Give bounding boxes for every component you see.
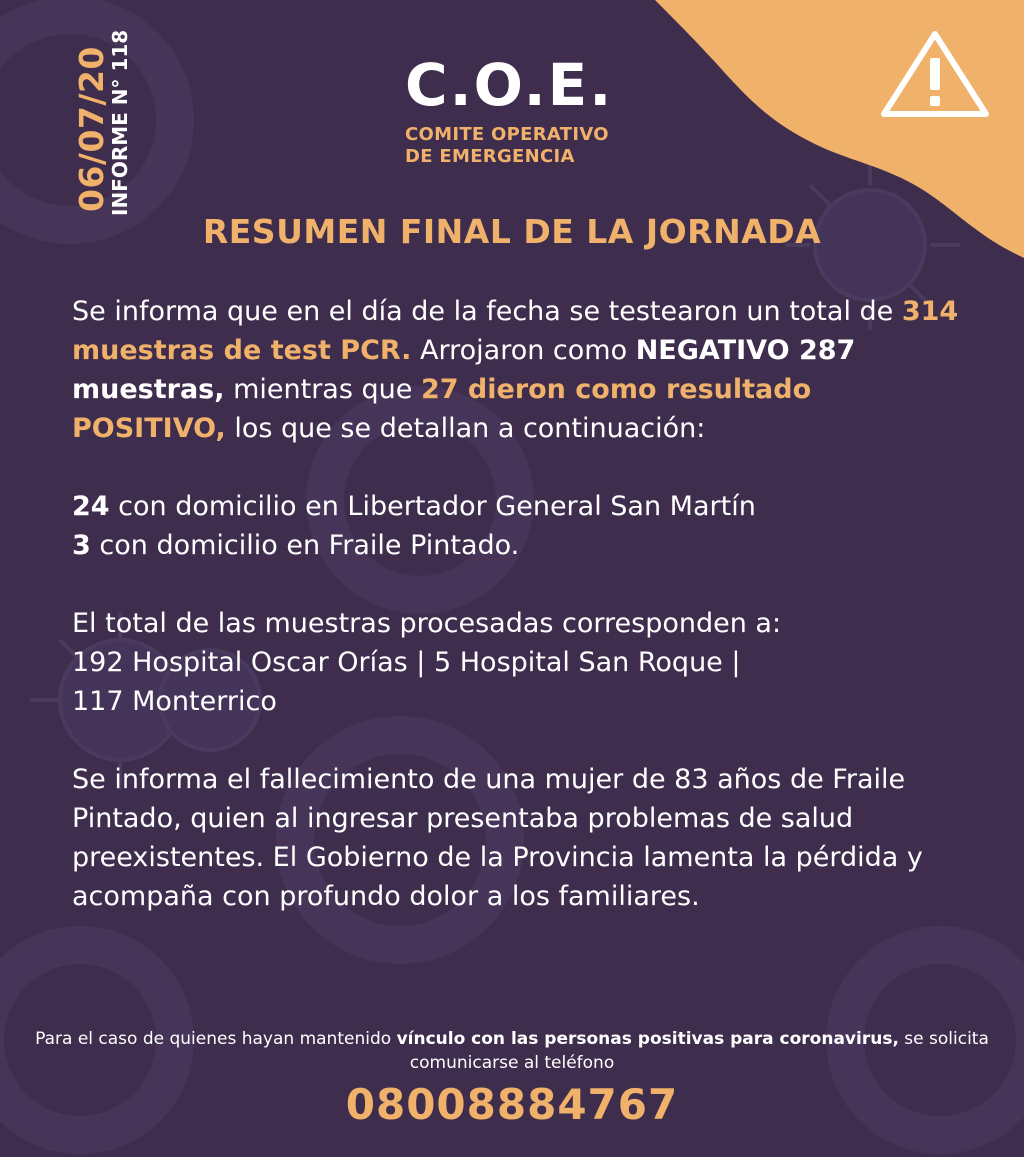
logo-subtitle bbox=[405, 124, 625, 168]
intro-text-1: Se informa que en el día de la fecha se testearon un total de bbox=[72, 296, 902, 327]
intro-paragraph bbox=[72, 292, 972, 448]
intro-text-4: los que se detallan a continuación: bbox=[225, 413, 706, 444]
case-count: 3 bbox=[72, 530, 91, 561]
date-block bbox=[40, 29, 132, 220]
coe-logo bbox=[405, 52, 625, 168]
samples-line: 192 Hospital Oscar Orías | 5 Hospital San Roque | bbox=[72, 647, 741, 678]
warning-triangle-icon bbox=[878, 28, 992, 120]
intro-text-2: Arrojaron como bbox=[411, 335, 636, 366]
report-date: 06/07/20 bbox=[72, 46, 111, 212]
case-count: 24 bbox=[72, 491, 110, 522]
case-line bbox=[72, 487, 972, 526]
case-location: con domicilio en Libertador General San Martín bbox=[109, 491, 756, 522]
report-body bbox=[72, 292, 972, 916]
negative-count: NEGATIVO 287 muestras, bbox=[72, 335, 856, 405]
page-title: RESUMEN FINAL DE LA JORNADA bbox=[202, 212, 822, 251]
total-samples-highlight: 314 muestras de test PCR. bbox=[72, 296, 959, 366]
logo-title: C.O.E. bbox=[405, 51, 614, 119]
case-location: con domicilio en Fraile Pintado. bbox=[90, 530, 520, 561]
death-notice: Se informa el fallecimiento de una mujer de 83 años de Fraile Pintado, quien al ingresar presentaba problemas de salud preexistentes. El Gobierno de la Provincia lamenta la pérdida y acompaña con profundo dolor a los familiares. bbox=[72, 764, 923, 912]
contact-text-2: se solicita comunicarse al teléfono bbox=[409, 1029, 989, 1073]
contact-text-1: Para el caso de quienes hayan mantenido bbox=[35, 1029, 397, 1049]
samples-line: El total de las muestras procesadas corresponden a: bbox=[72, 608, 782, 639]
report-number: INFORME N° 118 bbox=[108, 29, 132, 216]
logo-subtitle-line1: COMITE OPERATIVO bbox=[405, 124, 609, 145]
contact-note bbox=[0, 1027, 1024, 1075]
contact-bold: vínculo con las personas positivas para coronavirus, bbox=[396, 1029, 899, 1049]
positive-count-highlight: 27 dieron como resultado POSITIVO, bbox=[72, 374, 812, 444]
logo-subtitle-line2: DE EMERGENCIA bbox=[405, 146, 575, 167]
samples-line: 117 Monterrico bbox=[72, 686, 277, 717]
intro-text-3: mientras que bbox=[224, 374, 421, 405]
case-line bbox=[72, 526, 972, 565]
phone-number[interactable]: 08008884767 bbox=[345, 1080, 679, 1129]
